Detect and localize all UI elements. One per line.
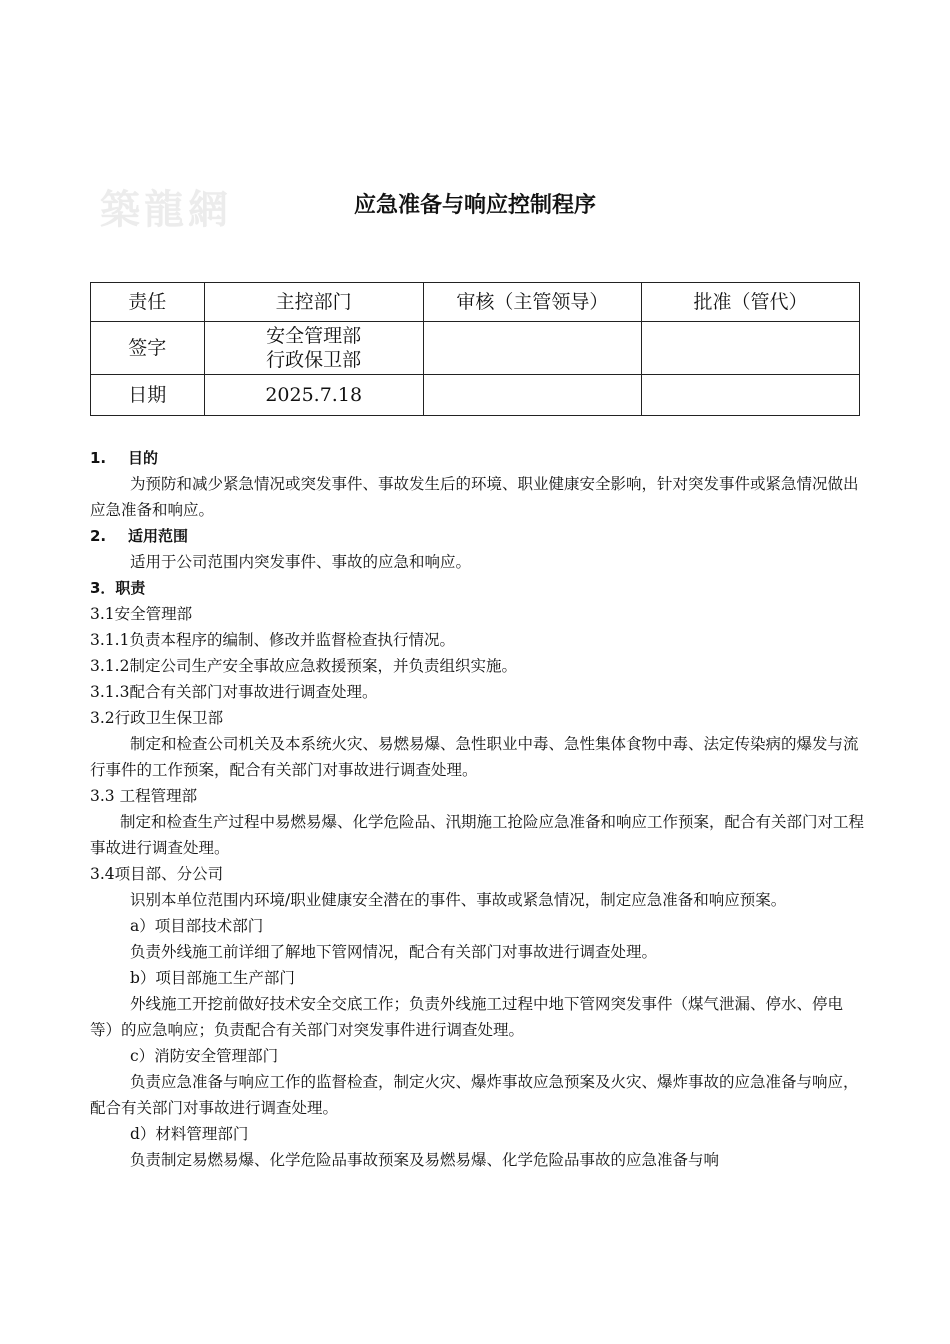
sign-depts	[204, 322, 423, 375]
header-review: 审核（主管领导）	[423, 283, 641, 322]
header-main-dept: 主控部门	[204, 283, 423, 322]
section-3-2: 3.2行政卫生保卫部	[90, 709, 224, 727]
section-3-1: 3.1安全管理部	[90, 605, 193, 623]
section-3-heading: 3．职责	[90, 579, 146, 597]
section-2-heading: 2. 适用范围	[90, 527, 189, 545]
sign-label: 签字	[91, 322, 205, 375]
item-a-text: 负责外线施工前详细了解地下管网情况，配合有关部门对事故进行调查处理。	[130, 943, 658, 961]
table-date-row	[91, 375, 860, 416]
item-b-text: 外线施工开挖前做好技术安全交底工作；负责外线施工过程中地下管网突发事件（煤气泄漏、停水、停电等）的应急响应；负责配合有关部门对突发事件进行调查处理。	[90, 995, 844, 1039]
header-approval: 批准（管代）	[641, 283, 859, 322]
date-label: 日期	[91, 375, 205, 416]
table-sign-row	[91, 322, 860, 375]
sign-dept-safety: 安全管理部	[266, 325, 362, 347]
watermark: 築龍網	[100, 186, 232, 233]
section-3-3-text: 制定和检查生产过程中易燃易爆、化学危险品、汛期施工抢险应急准备和响应工作预案，配合有关部门对工程事故进行调查处理。	[90, 813, 865, 857]
section-3-1-1: 3.1.1负责本程序的编制、修改并监督检查执行情况。	[90, 631, 455, 649]
section-3-1-2: 3.1.2制定公司生产安全事故应急救援预案，并负责组织实施。	[90, 657, 517, 675]
section-3-2-text: 制定和检查公司机关及本系统火灾、易燃易爆、急性职业中毒、急性集体食物中毒、法定传染病的爆发与流行事件的工作预案，配合有关部门对事故进行调查处理。	[90, 735, 859, 779]
date-review-cell	[423, 375, 641, 416]
item-c-text: 负责应急准备与响应工作的监督检查，制定火灾、爆炸事故应急预案及火灾、爆炸事故的应急准备与响应，配合有关部门对事故进行调查处理。	[90, 1073, 859, 1117]
item-d-text: 负责制定易燃易爆、化学危险品事故预案及易燃易爆、化学危险品事故的应急准备与响	[130, 1151, 720, 1169]
table-header-row	[91, 283, 860, 322]
section-3-1-3: 3.1.3配合有关部门对事故进行调查处理。	[90, 683, 378, 701]
item-c-title: c）消防安全管理部门	[130, 1047, 279, 1065]
header-responsibility: 责任	[91, 283, 205, 322]
section-3-4: 3.4项目部、分公司	[90, 865, 224, 883]
document-body	[90, 445, 865, 1173]
section-3-4-text: 识别本单位范围内环境/职业健康安全潜在的事件、事故或紧急情况，制定应急准备和响应预案。	[130, 891, 787, 909]
section-1-text: 为预防和减少紧急情况或突发事件、事故发生后的环境、职业健康安全影响，针对突发事件或紧急情况做出应急准备和响应。	[90, 475, 859, 519]
item-a-title: a）项目部技术部门	[130, 917, 264, 935]
sign-dept-admin: 行政保卫部	[266, 349, 362, 371]
section-3-3: 3.3 工程管理部	[90, 787, 198, 805]
sign-review-cell	[423, 322, 641, 375]
sign-approval-cell	[641, 322, 859, 375]
section-1-heading: 1. 目的	[90, 449, 159, 467]
item-d-title: d）材料管理部门	[130, 1125, 249, 1143]
item-b-title: b）项目部施工生产部门	[130, 969, 295, 987]
section-2-text: 适用于公司范围内突发事件、事故的应急和响应。	[130, 553, 472, 571]
document-title: 应急准备与响应控制程序	[353, 193, 596, 218]
date-value: 2025.7.18	[204, 375, 423, 416]
date-approval-cell	[641, 375, 859, 416]
signature-table	[90, 282, 860, 416]
